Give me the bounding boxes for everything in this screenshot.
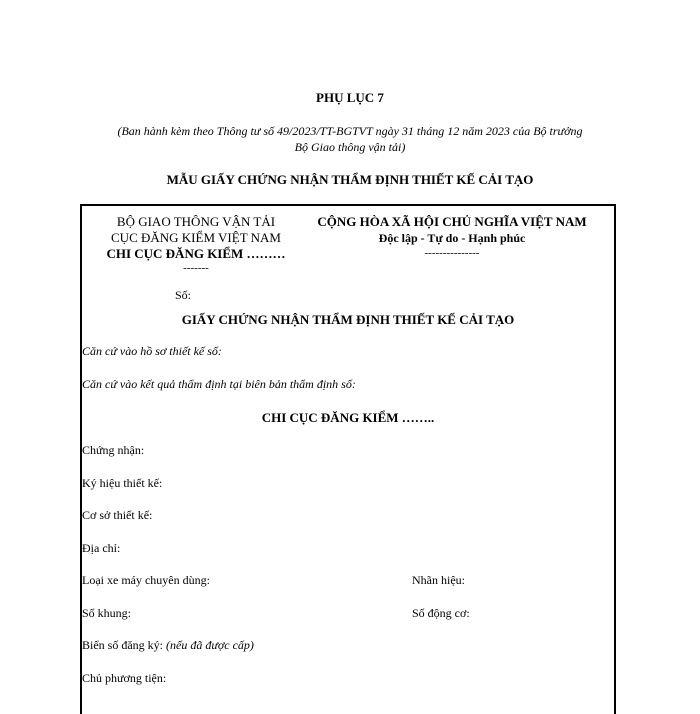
certificate-frame bbox=[80, 204, 616, 714]
field-engine-no: Số động cơ: bbox=[412, 606, 470, 620]
agency-divider: ------- bbox=[183, 262, 209, 274]
certificate-title: GIẤY CHỨNG NHẬN THẨM ĐỊNH THIẾT KẾ CẢI TẠO bbox=[181, 312, 515, 327]
field-machine-type: Loại xe máy chuyên dùng: bbox=[82, 573, 210, 587]
issued-note-line2: Bộ Giao thông vận tải) bbox=[294, 140, 406, 154]
national-heading bbox=[302, 214, 602, 260]
nation-divider: --------------- bbox=[424, 247, 480, 259]
document-number-label: Số: bbox=[175, 288, 192, 302]
agency-branch: CHI CỤC ĐĂNG KIỂM ……… bbox=[106, 246, 286, 261]
issued-note bbox=[80, 123, 620, 155]
branch-title: CHI CỤC ĐĂNG KIỂM …….. bbox=[261, 410, 435, 425]
field-address: Địa chỉ: bbox=[82, 541, 121, 555]
field-plate-no-label: Biển số đăng ký: bbox=[82, 638, 163, 652]
field-plate-no-note: (nếu đã được cấp) bbox=[166, 638, 254, 652]
basis-appraisal-minutes: Căn cứ vào kết quả thẩm định tại biên bản thẩm định số: bbox=[82, 377, 356, 391]
agency-department: CỤC ĐĂNG KIỂM VIỆT NAM bbox=[111, 230, 281, 245]
nation-name: CỘNG HÒA XÃ HỘI CHỦ NGHĨA VIỆT NAM bbox=[317, 214, 587, 229]
basis-design-file: Căn cứ vào hồ sơ thiết kế số: bbox=[82, 344, 222, 358]
field-design-code: Ký hiệu thiết kế: bbox=[82, 476, 163, 490]
field-chassis-no: Số khung: bbox=[82, 606, 132, 620]
nation-motto: Độc lập - Tự do - Hạnh phúc bbox=[378, 231, 526, 245]
field-plate-no bbox=[82, 638, 254, 653]
form-title: MẪU GIẤY CHỨNG NHẬN THẨM ĐỊNH THIẾT KẾ CẢI TẠO bbox=[166, 172, 534, 187]
field-certify: Chứng nhận: bbox=[82, 443, 145, 457]
field-brand: Nhãn hiệu: bbox=[412, 573, 465, 587]
agency-ministry: BỘ GIAO THÔNG VẬN TẢI bbox=[116, 214, 276, 229]
field-owner: Chủ phương tiện: bbox=[82, 671, 167, 685]
issuing-agency bbox=[82, 214, 310, 274]
issued-note-line1: (Ban hành kèm theo Thông tư số 49/2023/TT-BGTVT ngày 31 tháng 12 năm 2023 của Bộ trưởng bbox=[117, 124, 583, 138]
appendix-title: PHỤ LỤC 7 bbox=[316, 90, 384, 105]
field-design-facility: Cơ sở thiết kế: bbox=[82, 508, 153, 522]
